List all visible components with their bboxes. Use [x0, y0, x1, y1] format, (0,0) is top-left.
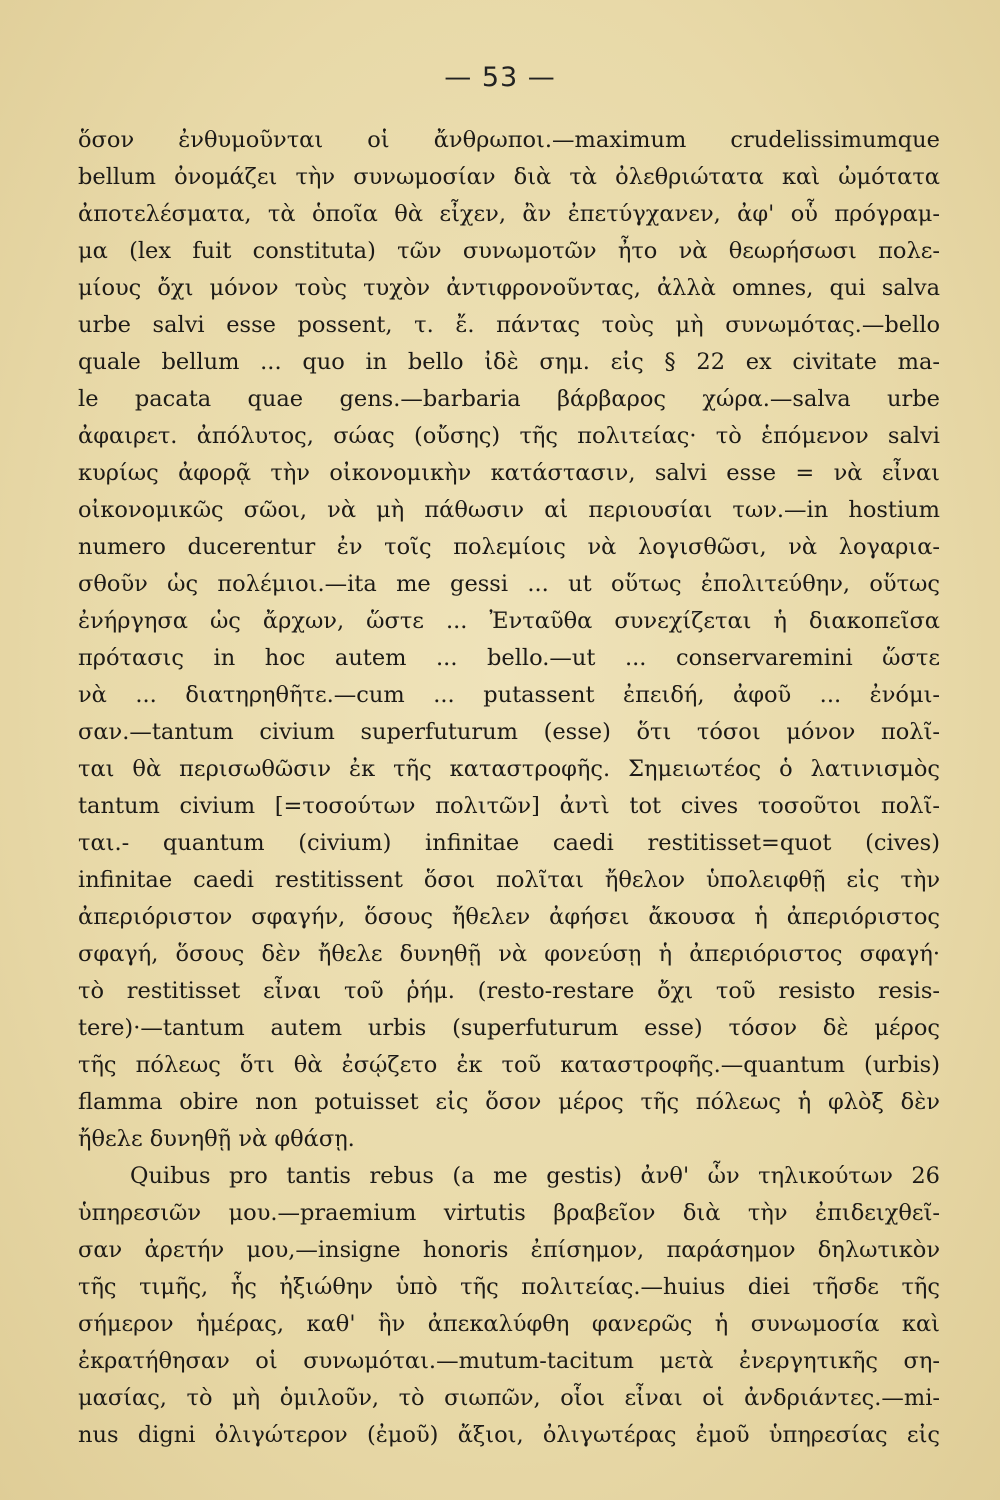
text-line: ἀπεριόριστον σφαγήν, ὅσους ἤθελεν ἀφήσει ἄκουσα ἡ ἀπεριόριστος: [78, 904, 940, 930]
text-line: Quibus pro tantis rebus (a me gestis) ἀνθ' ὧν τηλικούτων 26: [130, 1163, 940, 1189]
text-line: tantum civium [=τοσούτων πολιτῶν] ἀντὶ tot cives τοσοῦτοι πολῖ-: [78, 793, 940, 819]
text-line: τῆς πόλεως ὅτι θὰ ἐσῴζετο ἐκ τοῦ καταστροφῆς.—quantum (urbis): [78, 1052, 940, 1078]
body-text: [78, 125, 940, 1470]
text-line: σθοῦν ὡς πολέμιοι.—ita me gessi ... ut οὕτως ἐπολιτεύθην, οὕτως: [78, 571, 940, 597]
text-line: τῆς τιμῆς, ἧς ἠξιώθην ὑπὸ τῆς πολιτείας.—huius diei τῆσδε τῆς: [78, 1274, 940, 1300]
text-line: flamma obire non potuisset εἰς ὅσον μέρος τῆς πόλεως ἡ φλὸξ δὲν: [78, 1089, 940, 1115]
text-line: νὰ ... διατηρηθῆτε.—cum ... putassent ἐπειδή, ἀφοῦ ... ἐνόμι-: [78, 682, 940, 708]
text-line: κυρίως ἀφορᾷ τὴν οἰκονομικὴν κατάστασιν, salvi esse = νὰ εἶναι: [78, 460, 940, 486]
text-line: ἐκρατήθησαν οἱ συνωμόται.—mutum-tacitum μετὰ ἐνεργητικῆς ση-: [78, 1348, 940, 1374]
text-line: nus digni ὀλιγώτερον (ἐμοῦ) ἄξιοι, ὀλιγωτέρας ἐμοῦ ὑπηρεσίας εἰς: [78, 1422, 940, 1448]
text-line: σαν ἀρετήν μου,—insigne honoris ἐπίσημον, παράσημον δηλωτικὸν: [78, 1237, 940, 1263]
text-line: πρότασις in hoc autem ... bello.—ut ... conservaremini ὥστε: [78, 645, 940, 671]
text-line: ἐνήργησα ὡς ἄρχων, ὥστε ... Ἐνταῦθα συνεχίζεται ἡ διακοπεῖσα: [78, 608, 940, 634]
text-line: ὅσον ἐνθυμοῦνται οἱ ἄνθρωποι.—maximum crudelissimumque: [78, 127, 940, 153]
text-line: ται θὰ περισωθῶσιν ἐκ τῆς καταστροφῆς. Σημειωτέος ὁ λατινισμὸς: [78, 756, 940, 782]
page-number: — 53 —: [444, 62, 556, 93]
text-line: ἀφαιρετ. ἀπόλυτος, σώας (οὔσης) τῆς πολιτείας· τὸ ἑπόμενον salvi: [78, 423, 940, 449]
text-line: σφαγή, ὅσους δὲν ἤθελε δυνηθῇ νὰ φονεύσῃ ἡ ἀπεριόριστος σφαγή·: [78, 941, 940, 967]
text-line: ται.- quantum (civium) infinitae caedi restitisset=quot (cives): [78, 830, 940, 856]
text-line: μασίας, τὸ μὴ ὁμιλοῦν, τὸ σιωπῶν, οἷοι εἶναι οἱ ἀνδριάντες.—mi-: [78, 1385, 940, 1411]
text-line: τὸ restitisset εἶναι τοῦ ῥήμ. (resto-restare ὄχι τοῦ resisto resis-: [78, 978, 940, 1004]
text-line: quale bellum ... quo in bello ἰδὲ σημ. εἰς § 22 ex civitate ma-: [78, 349, 940, 375]
text-line: numero ducerentur ἐν τοῖς πολεμίοις νὰ λογισθῶσι, νὰ λογαρια-: [78, 534, 940, 560]
text-line: σαν.—tantum civium superfuturum (esse) ὅτι τόσοι μόνον πολῖ-: [78, 719, 940, 745]
text-line: tere)·—tantum autem urbis (superfuturum esse) τόσον δὲ μέρος: [78, 1015, 940, 1041]
text-line: μίους ὄχι μόνον τοὺς τυχὸν ἀντιφρονοῦντας, ἀλλὰ omnes, qui salva: [78, 275, 940, 301]
text-line: infinitae caedi restitissent ὅσοι πολῖται ἤθελον ὑπολειφθῇ εἰς τὴν: [78, 867, 940, 893]
text-line: μα (lex fuit constituta) τῶν συνωμοτῶν ἦτο νὰ θεωρήσωσι πολε-: [78, 238, 940, 264]
text-line: le pacata quae gens.—barbaria βάρβαρος χώρα.—salva urbe: [78, 386, 940, 412]
text-line: ἀποτελέσματα, τὰ ὁποῖα θὰ εἶχεν, ἂν ἐπετύγχανεν, ἀφ' οὗ πρόγραμ-: [78, 201, 940, 227]
text-line: σήμερον ἡμέρας, καθ' ἣν ἀπεκαλύφθη φανερῶς ἡ συνωμοσία καὶ: [78, 1311, 940, 1337]
text-line: ἤθελε δυνηθῇ νὰ φθάσῃ.: [78, 1126, 355, 1152]
text-line: ὑπηρεσιῶν μου.—praemium virtutis βραβεῖον διὰ τὴν ἐπιδειχθεῖ-: [78, 1200, 940, 1226]
text-line: bellum ὀνομάζει τὴν συνωμοσίαν διὰ τὰ ὀλεθριώτατα καὶ ὠμότατα: [78, 164, 940, 190]
text-line: οἰκονομικῶς σῶοι, νὰ μὴ πάθωσιν αἱ περιουσίαι των.—in hostium: [78, 497, 940, 523]
text-line: urbe salvi esse possent, τ. ἔ. πάντας τοὺς μὴ συνωμότας.—bello: [78, 312, 940, 338]
